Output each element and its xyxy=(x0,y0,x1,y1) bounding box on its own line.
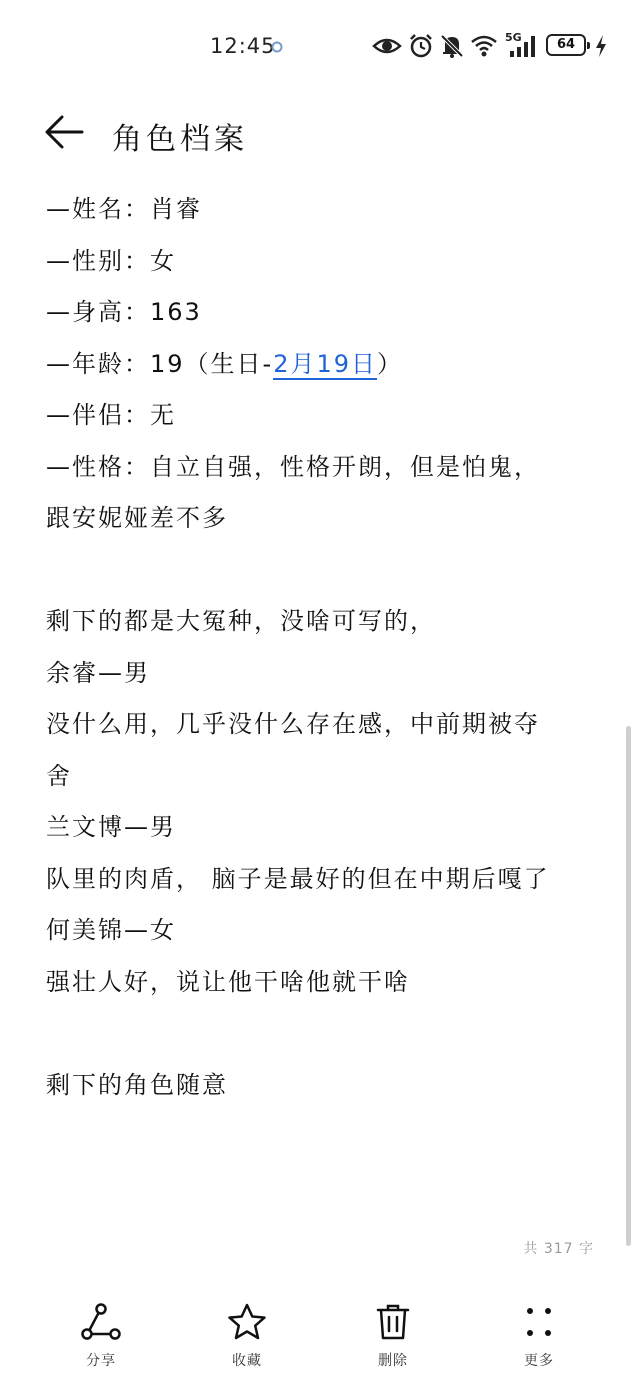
bottom-toolbar xyxy=(0,1292,640,1387)
signal-icon xyxy=(508,33,538,59)
note-line: —性格：自立自强，性格开朗，但是怕鬼， xyxy=(46,452,540,481)
note-line-age xyxy=(46,339,606,391)
trash-icon xyxy=(371,1302,415,1342)
notification-dot-icon xyxy=(271,41,283,53)
scrollbar-thumb[interactable] xyxy=(626,726,631,1246)
favorite-label: 收藏 xyxy=(232,1353,262,1369)
battery-indicator: 64 xyxy=(546,34,586,56)
note-line: 余睿—男 xyxy=(46,658,150,687)
share-button[interactable] xyxy=(46,1292,156,1372)
note-line: —身高：163 xyxy=(46,298,202,326)
age-prefix: —年龄：19（生日- xyxy=(46,349,274,378)
word-count: 共 317 字 xyxy=(523,1241,594,1257)
note-content[interactable] xyxy=(46,184,606,1111)
delete-label: 删除 xyxy=(378,1353,408,1369)
delete-button[interactable] xyxy=(338,1292,448,1372)
note-line: 没什么用，几乎没什么存在感，中前期被夺 xyxy=(46,710,540,738)
age-suffix: ） xyxy=(377,349,404,378)
note-blank-line xyxy=(46,545,606,597)
note-line: —姓名：肖睿 xyxy=(46,195,202,223)
network-type-label: 5G xyxy=(505,31,522,44)
arrow-left-icon xyxy=(40,110,88,154)
note-blank-line xyxy=(46,1008,606,1060)
wifi-icon xyxy=(470,33,498,59)
charging-icon xyxy=(594,33,608,59)
birthday-date-link[interactable]: 2月19日 xyxy=(273,349,378,378)
note-line: 队里的肉盾， 脑子是最好的但在中期后嘎了 xyxy=(46,864,550,893)
page-title: 角色档案 xyxy=(112,122,248,157)
note-line: —伴侣：无 xyxy=(46,401,176,429)
note-line: 强壮人好，说让他干啥他就干啥 xyxy=(46,967,410,996)
favorite-button[interactable] xyxy=(192,1292,302,1372)
more-dots-icon xyxy=(517,1302,561,1342)
note-header xyxy=(0,100,640,164)
note-line: 跟安妮娅差不多 xyxy=(46,504,228,532)
status-bar xyxy=(0,0,640,92)
status-time: 12:45 xyxy=(210,34,276,58)
note-line: 剩下的角色随意 xyxy=(46,1070,228,1099)
more-label: 更多 xyxy=(524,1353,554,1369)
note-line: 剩下的都是大冤种，没啥可写的， xyxy=(46,607,436,635)
star-icon xyxy=(225,1302,269,1342)
alarm-icon xyxy=(408,33,434,59)
back-button[interactable] xyxy=(40,110,88,154)
note-line: 兰文博—男 xyxy=(46,813,176,841)
eye-icon xyxy=(372,33,402,59)
more-button[interactable] xyxy=(484,1292,594,1372)
note-line: —性别：女 xyxy=(46,246,176,275)
share-label: 分享 xyxy=(86,1353,116,1369)
bell-muted-icon xyxy=(440,33,464,59)
note-line: 舍 xyxy=(46,761,72,790)
note-line: 何美锦—女 xyxy=(46,916,176,944)
share-icon xyxy=(79,1302,123,1342)
